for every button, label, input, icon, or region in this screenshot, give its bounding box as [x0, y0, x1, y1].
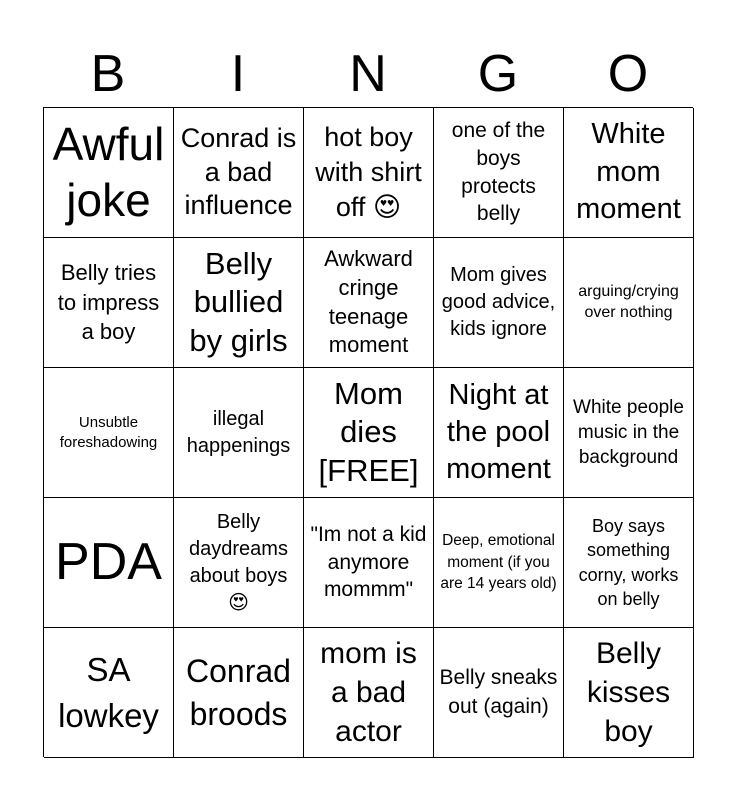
bingo-cell[interactable]: [44, 238, 174, 368]
header-letter-o: O: [607, 45, 649, 103]
bingo-cell[interactable]: [304, 238, 434, 368]
header-letter-n: N: [349, 45, 387, 103]
cell-text: Night at the pool moment: [446, 378, 551, 486]
cell-text: Belly kisses boy: [586, 637, 671, 748]
bingo-cell[interactable]: [174, 108, 304, 238]
cell-text: arguing/crying over nothing: [578, 282, 679, 321]
cell-text: SA lowkey: [58, 650, 159, 734]
header-letter-g: G: [477, 45, 519, 103]
cell-text: "Im not a kid anymore mommm": [310, 522, 427, 602]
bingo-cell[interactable]: [564, 368, 694, 498]
bingo-cell[interactable]: [434, 628, 564, 758]
bingo-cell[interactable]: [44, 498, 174, 628]
cell-text: mom is a bad actor: [320, 637, 417, 748]
cell-text: illegal happenings: [186, 408, 291, 457]
bingo-cell[interactable]: [304, 628, 434, 758]
bingo-cell[interactable]: [44, 108, 174, 238]
cell-text: Conrad broods: [186, 653, 291, 732]
cell-text: Belly sneaks out (again): [439, 666, 558, 718]
header-letter-b: B: [90, 45, 126, 103]
bingo-cell[interactable]: [174, 238, 304, 368]
bingo-board: [43, 107, 693, 757]
cell-text: White mom moment: [576, 117, 681, 226]
cell-text: Mom dies [FREE]: [318, 375, 419, 488]
cell-text: Awkward cringe teenage moment: [324, 246, 413, 358]
cell-text: Belly daydreams about boys 😍: [189, 510, 288, 614]
cell-text: Belly tries to impress a boy: [57, 259, 160, 345]
bingo-cell[interactable]: [564, 498, 694, 628]
bingo-cell[interactable]: [174, 498, 304, 628]
cell-text: Deep, emotional moment (if you are 14 years old): [440, 531, 557, 593]
cell-text: Boy says something corny, works on belly: [578, 515, 679, 609]
cell-text: one of the boys protects belly: [451, 119, 546, 226]
bingo-cell[interactable]: [434, 368, 564, 498]
cell-text: hot boy with shirt off 😍: [315, 121, 422, 223]
bingo-header: [43, 40, 693, 108]
bingo-cell[interactable]: [564, 238, 694, 368]
bingo-cell[interactable]: [434, 238, 564, 368]
cell-text: Awful joke: [52, 118, 165, 226]
cell-text: Unsubtle foreshadowing: [59, 414, 158, 451]
header-letter-i: I: [230, 45, 246, 103]
cell-text: Belly bullied by girls: [189, 245, 288, 358]
bingo-cell[interactable]: [304, 368, 434, 498]
bingo-cell[interactable]: [564, 628, 694, 758]
bingo-cell[interactable]: [434, 498, 564, 628]
bingo-cell[interactable]: [174, 368, 304, 498]
bingo-cell[interactable]: [434, 108, 564, 238]
cell-text: Mom gives good advice, kids ignore: [441, 264, 556, 340]
bingo-cell[interactable]: [44, 628, 174, 758]
bingo-cell[interactable]: [44, 368, 174, 498]
cell-text: White people music in the background: [573, 396, 684, 469]
bingo-cell[interactable]: [174, 628, 304, 758]
bingo-cell[interactable]: [304, 498, 434, 628]
bingo-cell[interactable]: [564, 108, 694, 238]
bingo-cell[interactable]: [304, 108, 434, 238]
cell-text: PDA: [55, 532, 162, 591]
cell-text: Conrad is a bad influence: [180, 123, 297, 221]
